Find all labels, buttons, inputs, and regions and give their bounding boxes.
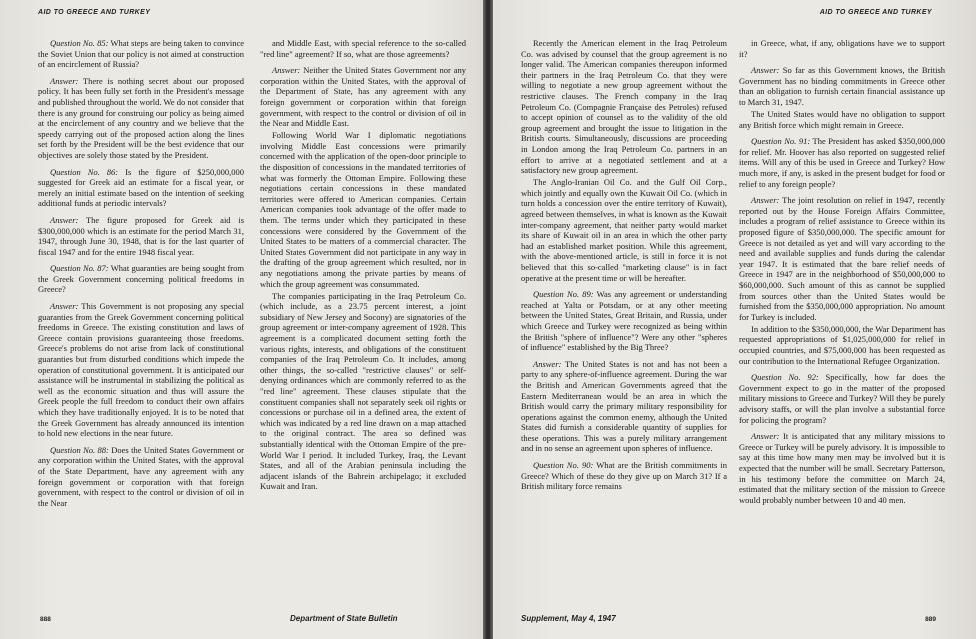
paragraph-text: Is the figure of $250,000,000 suggested for Greek aid an estimate for a fiscal year, or merely an initial estimate based on the intention of seeking additional funds at periodic intervals?: [38, 166, 244, 209]
paragraph-text: Does the United States Government or any corporation within the United States, with the approval of the State Department, have any agreement with any foreign government or corporation with that foreign government, with respect to the control or division of oil in the Near: [38, 444, 244, 508]
paragraph-label: Question No. 87:: [50, 263, 109, 274]
paragraph-text: in Greece, what, if any, obligations have we to support it?: [739, 38, 945, 59]
paragraph-text: What are the British commitments in Greece? Which of these do they give up on March 31? If a British military force remains: [521, 460, 727, 492]
paragraph-label: Answer:: [751, 195, 780, 206]
paragraph-label: Answer:: [751, 431, 780, 442]
text-column-1: [521, 38, 727, 598]
answer-paragraph: [38, 76, 244, 161]
answer-paragraph: [38, 215, 244, 257]
paragraph-text: It is anticipated that any military missions to Greece or Turkey will be purely advisory. It is impossible to say at this time how many men may be involved but it is expected that the number will be small. Secretary Patterson, in his testimony before the committee on March 24, estimated that the military section of the mission to Greece would probably number between 10 and 40 men.: [739, 431, 945, 505]
answer-paragraph: [521, 359, 727, 454]
paragraph-label: Question No. 89:: [533, 289, 594, 300]
question-paragraph: [38, 445, 244, 509]
body-paragraph: [260, 38, 466, 59]
paragraph-text: The joint resolution on relief in 1947, recently reported out by the House Foreign Affairs Committee, includes a program of relief assistance to Greece within its proposed figure of $350,000,000. The specific amount for Greece is not detailed as yet and will vary according to the need and available supplies and funds during the calendar year 1947. It is estimated that the bare relief needs of Greece in 1947 are in the neighborhood of $50,000,000 to $60,000,000. Such amount of this as cannot be supplied from sources other than the United States would be furnished from the $350,000,000 appropriation. No amount for Turkey is included.: [739, 195, 945, 322]
page-footer: Supplement, May 4, 1947: [521, 614, 616, 623]
paragraph-label: Question No. 86:: [50, 166, 119, 177]
paragraph-label: Answer:: [272, 65, 301, 76]
paragraph-text: Recently the American element in the Iraq Petroleum Co. was advised by counsel that the group agreement is no longer valid. The American companies thereupon informed their partners in the Iraq Petroleum Co. that they were willing to negotiate a new group agreement without the restrictive clauses. The French company in the Iraq Petroleum Co. (Compagnie Française des Petroles) refused to accept opinion of counsel as to the validity of the old group agreement and brought the issue to litigation in the British courts. Simultaneously, discussions are proceeding in London among the Iraq Petroleum Co. partners in an effort to arrive at a negotiated settlement and at a satisfactory new group agreement.: [521, 38, 727, 176]
running-head: AID TO GREECE AND TURKEY: [819, 9, 932, 16]
body-paragraph: [521, 38, 727, 176]
page-number: 888: [40, 616, 51, 623]
body-paragraph: [739, 324, 945, 366]
paragraph-text: Specifically, how far does the Government expect to go in the matter of the proposed military missions to Greece and Turkey? Will they be purely advisory staffs, or will the plan involve a substantial force for policing the program?: [739, 372, 945, 425]
question-paragraph: [38, 38, 244, 70]
text-column-2: [739, 38, 945, 598]
running-head: AID TO GREECE AND TURKEY: [38, 9, 151, 16]
question-paragraph: [521, 289, 727, 353]
paragraph-text: This Government is not proposing any special guaranties from the Greek Government concerning political freedoms in Greece. The existing constitution and laws of Greece contain provisions guaranteeing those freedoms. Greece's problems do not arise from lack of constitutional guaranties but from disturbed conditions which impede the operation of constitutional government. It is anticipated our assistance will be instrumental in stabilizing the political as well as the economic situation and thus will assure the Greek people the full freedom to conduct their own affairs which they have traditionally enjoyed. It is to be noted that the Greek Government has already announced its intention to hold new elections in the near future.: [38, 301, 244, 439]
question-paragraph: [739, 372, 945, 425]
paragraph-label: Question No. 91:: [751, 136, 811, 147]
answer-paragraph: [739, 65, 945, 107]
question-paragraph: [521, 460, 727, 492]
paragraph-text: The United States would have no obligation to support any British force which might remain in Greece.: [739, 109, 945, 130]
page-number: 889: [925, 616, 936, 623]
body-paragraph: [521, 177, 727, 283]
answer-paragraph: [260, 65, 466, 129]
paragraph-text: Neither the United States Government nor any corporation within the United States, with the approval of the Department of State, has any agreement with any foreign government or corporation within that foreign government, with respect to the control or division of oil in the Near and Middle East.: [260, 65, 466, 129]
question-paragraph: [38, 263, 244, 295]
paragraph-text: So far as this Government knows, the British Government has no binding commitments in Greece other than an obligation to furnish certain financial assistance up to March 31, 1947.: [739, 65, 945, 107]
answer-paragraph: [739, 431, 945, 505]
text-column-1: [38, 38, 244, 598]
paragraph-text: The Anglo-Iranian Oil Co. and the Gulf Oil Corp., which jointly and equally own the Kuwait Oil Co. (which in turn holds a concession over the entire territory of Kuwait), agreed between themselves, in what is known as the Kuwait inter-company agreement, that neither party would market its share of Kuwait oil in an area in which the other party had an established market position. While this agreement, with the above-mentioned article, is still in force it is not believed that this so-called "marketing clause" is in fact operative at the present time or will be hereafter.: [521, 177, 727, 283]
page-footer: Department of State Bulletin: [290, 614, 398, 623]
paragraph-text: Following World War I diplomatic negotiations involving Middle East concessions were primarily concerned with the application of the open-door principle to the disposition of concessions in the mandated territories of what was formerly the Ottoman Empire. Following these negotiations certain concessions in these mandated territories were offered to American companies. Certain American companies took advantage of the offer made to them. The terms under which they participated in these concessions were considered by the Government of the United States to be matters of a commercial character. The United States Government did not participate in any way in the drafting of the group agreement which resulted, nor in any negotiations among the private parties by means of which the group agreement was consummated.: [260, 130, 466, 289]
question-paragraph: [38, 167, 244, 209]
paragraph-text: The companies participating in the Iraq Petroleum Co. (which include, as a 23.75 percent interest, a joint subsidiary of New Jersey and Socony) are signatories of the group agreement or inter-company agreement of 1928. This agreement is a complicated document setting forth the various rights, interests, and obligations of the constituent companies of the Iraq Petroleum Co. It includes, among other things, the so-called "restrictive clauses" or self-denying ordinances which are commonly referred to as the "red line" agreement. These clauses stipulate that the constituent companies shall not separately seek oil rights or concessions or purchase oil in a defined area, the extent of which was indicated by a red line drawn on a map attached to the original contract. The area so defined was substantially identical with the Ottoman Empire of the pre-World War I period. It included Turkey, Iraq, the Levant States, and all of the Arabian peninsula including the adjacent islands of the Bahrein archipelago; it excluded Kuwait and Iran.: [260, 290, 466, 492]
paragraph-label: Answer:: [50, 301, 79, 312]
paragraph-text: and Middle East, with special reference to the so-called "red line" agreement? If so, what are those agreements?: [260, 38, 466, 59]
book-gutter: [483, 0, 493, 639]
body-paragraph: [739, 38, 945, 59]
answer-paragraph: [38, 301, 244, 439]
paragraph-label: Question No. 85:: [50, 38, 109, 48]
paragraph-text: Was any agreement or understanding reached at Yalta or Potsdam, or at any other meeting between the United States, Great Britain, and Russia, under which Greece and Turkey were recognized as being within the British "sphere of influence"? Were any other "spheres of influence" established by the Big Three?: [521, 289, 727, 353]
paragraph-text: In addition to the $350,000,000, the War Department has requested appropriations of $1,025,000,000 for relief in occupied countries, and $75,000,000 has been requested as our contribution to the International Refugee Organization.: [739, 323, 945, 366]
question-paragraph: [739, 136, 945, 189]
text-column-2: [260, 38, 466, 598]
paragraph-text: What steps are being taken to convince the Soviet Union that our policy is not aimed at construction of an encirclement of Russia?: [38, 38, 244, 70]
body-paragraph: [260, 291, 466, 492]
paragraph-label: Question No. 90:: [533, 460, 594, 471]
paragraph-label: Answer:: [50, 214, 79, 225]
paragraph-label: Answer:: [50, 75, 79, 86]
paragraph-text: There is nothing secret about our proposed policy. It has been fully set forth in the President's message and published throughout the world. We do not consider that there is any ground for construing our policy as being aimed at the encirclement of any country and we believe that the speedy carrying out of the proposed action along the lines set forth by the President will be the best evidence that our objectives are solely those stated by the President.: [38, 75, 244, 160]
paragraph-text: The figure proposed for Greek aid is $300,000,000 which is an estimate for the period March 31, 1947, through June 30, 1948, that is for the last quarter of fiscal 1947 and for the entire 1948 fiscal year.: [38, 214, 244, 257]
paragraph-text: What guaranties are being sought from the Greek Government concerning political freedoms in Greece?: [38, 263, 244, 295]
body-paragraph: [260, 130, 466, 289]
left-page: [0, 0, 483, 639]
paragraph-label: Question No. 88:: [50, 444, 109, 455]
paragraph-label: Question No. 92:: [751, 372, 819, 383]
paragraph-text: The United States is not and has not been a party to any sphere-of-influence agreement. During the war the British and American Governments agreed that the Eastern Mediterranean would be an area in which the British would carry the primary military responsibility for operations against the common enemy, although the United States did furnish a considerable quantity of supplies for these operations. This was a purely military arrangement and in no sense an agreement upon spheres of influence.: [521, 358, 727, 454]
paragraph-label: Answer:: [751, 65, 780, 76]
body-paragraph: [739, 109, 945, 130]
answer-paragraph: [739, 195, 945, 322]
paragraph-label: Answer:: [533, 358, 562, 369]
right-page: [493, 0, 976, 639]
paragraph-text: The President has asked $350,000,000 for relief. Mr. Hoover has also reported on suggested relief items. Will any of this be used in Greece and Turkey? How much more, if any, is asked in the present budget for food or relief to any foreign people?: [739, 136, 945, 189]
